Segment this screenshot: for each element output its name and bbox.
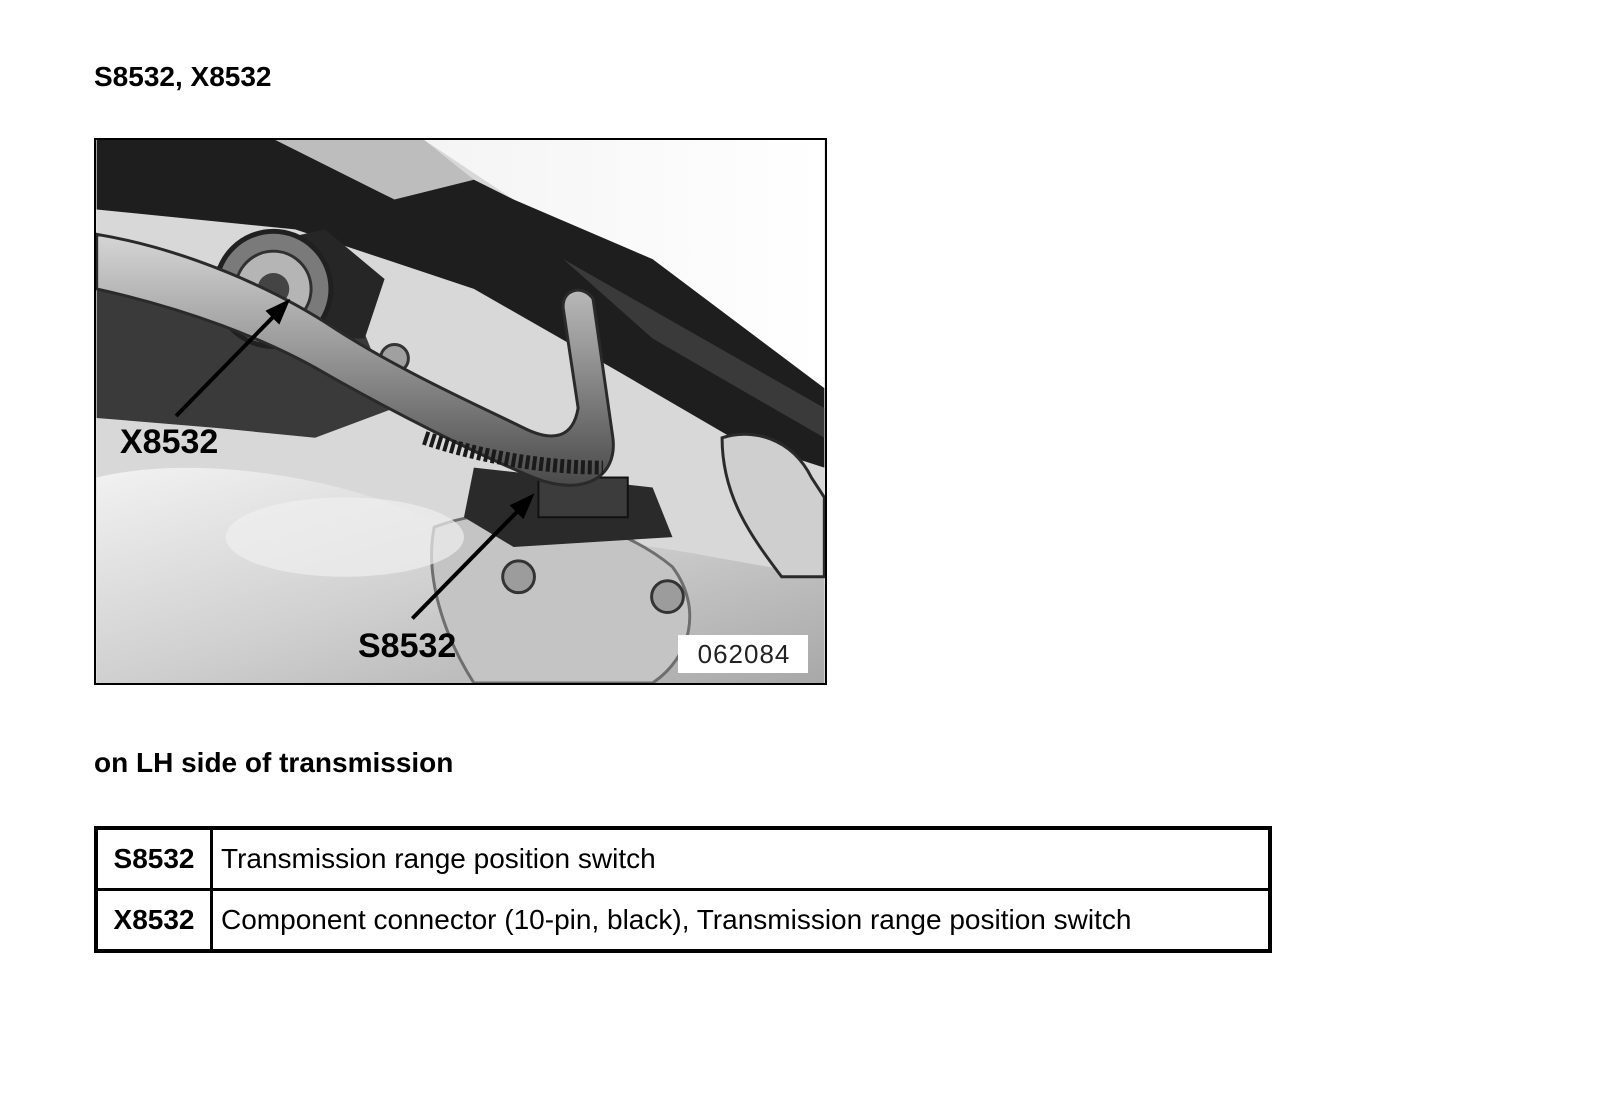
callout-x8532: X8532 — [120, 423, 219, 461]
component-description: Component connector (10-pin, black), Transmission range position switch — [212, 890, 1271, 952]
table-row — [96, 890, 1270, 952]
page-heading: S8532, X8532 — [94, 61, 272, 92]
transmission-illustration — [96, 140, 825, 683]
component-code: S8532 — [96, 828, 212, 890]
component-description: Transmission range position switch — [212, 828, 1271, 890]
component-legend-table — [94, 826, 1272, 953]
table-row — [96, 828, 1270, 890]
figure-number: 062084 — [678, 635, 808, 673]
location-caption: on LH side of transmission — [94, 747, 454, 778]
callout-s8532: S8532 — [358, 627, 457, 665]
transmission-photo — [94, 138, 827, 685]
component-code: X8532 — [96, 890, 212, 952]
